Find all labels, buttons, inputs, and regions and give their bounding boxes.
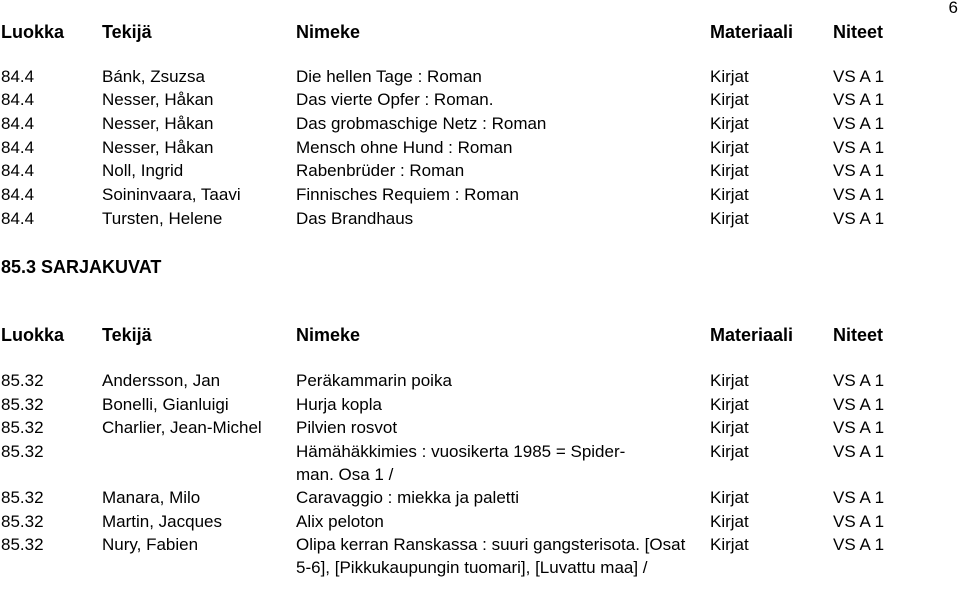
cell-luokka: 85.32 <box>1 395 44 414</box>
cell-tekija: Bánk, Zsuzsa <box>102 67 205 86</box>
column-header-tekija: Tekijä <box>102 22 152 42</box>
cell-nimeke: Die hellen Tage : Roman <box>296 67 482 86</box>
cell-materiaali: Kirjat <box>710 185 749 204</box>
cell-luokka: 84.4 <box>1 209 35 228</box>
cell-tekija: Bonelli, Gianluigi <box>102 395 229 414</box>
cell-niteet: VS A 1 <box>833 185 885 204</box>
cell-niteet: VS A 1 <box>833 488 885 507</box>
column-header-nimeke: Nimeke <box>296 22 361 42</box>
cell-nimeke: Alix peloton <box>296 512 384 531</box>
column-header-niteet: Niteet <box>833 325 884 345</box>
cell-nimeke: Peräkammarin poika <box>296 371 452 390</box>
cell-tekija: Andersson, Jan <box>102 371 221 390</box>
cell-tekija: Nesser, Håkan <box>102 90 214 109</box>
cell-materiaali: Kirjat <box>710 488 749 507</box>
cell-materiaali: Kirjat <box>710 161 749 180</box>
column-header-materiaali: Materiaali <box>710 22 794 42</box>
cell-niteet: VS A 1 <box>833 161 885 180</box>
column-header-tekija: Tekijä <box>102 325 152 345</box>
cell-nimeke: Das vierte Opfer : Roman. <box>296 90 494 109</box>
cell-nimeke: Hämähäkkimies : vuosikerta 1985 = Spider-man. Osa 1 / <box>296 442 626 484</box>
cell-tekija: Nury, Fabien <box>102 535 199 554</box>
cell-luokka: 85.32 <box>1 512 44 531</box>
cell-niteet: VS A 1 <box>833 442 885 461</box>
cell-luokka: 84.4 <box>1 161 35 180</box>
cell-luokka: 85.32 <box>1 442 44 461</box>
cell-materiaali: Kirjat <box>710 442 749 461</box>
cell-luokka: 85.32 <box>1 418 44 437</box>
cell-luokka: 85.32 <box>1 535 44 554</box>
cell-niteet: VS A 1 <box>833 209 885 228</box>
column-header-niteet: Niteet <box>833 22 884 42</box>
cell-luokka: 84.4 <box>1 90 35 109</box>
column-header-nimeke: Nimeke <box>296 325 361 345</box>
cell-tekija: Nesser, Håkan <box>102 138 214 157</box>
cell-luokka: 84.4 <box>1 138 35 157</box>
cell-materiaali: Kirjat <box>710 67 749 86</box>
cell-niteet: VS A 1 <box>833 67 885 86</box>
cell-nimeke: Olipa kerran Ranskassa : suuri gangsterisota. [Osat 5-6], [Pikkukaupungin tuomari], [Luvattu maa] / <box>296 535 686 577</box>
cell-tekija: Martin, Jacques <box>102 512 222 531</box>
cell-luokka: 84.4 <box>1 185 35 204</box>
cell-niteet: VS A 1 <box>833 512 885 531</box>
cell-nimeke: Das grobmaschige Netz : Roman <box>296 114 547 133</box>
cell-luokka: 85.32 <box>1 371 44 390</box>
section-title: 85.3 SARJAKUVAT <box>1 257 162 277</box>
cell-materiaali: Kirjat <box>710 371 749 390</box>
cell-tekija: Soininvaara, Taavi <box>102 185 241 204</box>
cell-tekija: Charlier, Jean-Michel <box>102 418 262 437</box>
cell-materiaali: Kirjat <box>710 512 749 531</box>
cell-tekija: Nesser, Håkan <box>102 114 214 133</box>
cell-materiaali: Kirjat <box>710 138 749 157</box>
cell-niteet: VS A 1 <box>833 114 885 133</box>
column-header-luokka: Luokka <box>1 325 65 345</box>
cell-luokka: 84.4 <box>1 67 35 86</box>
cell-materiaali: Kirjat <box>710 395 749 414</box>
cell-nimeke: Rabenbrüder : Roman <box>296 161 465 180</box>
cell-luokka: 84.4 <box>1 114 35 133</box>
column-header-luokka: Luokka <box>1 22 65 42</box>
cell-niteet: VS A 1 <box>833 395 885 414</box>
cell-niteet: VS A 1 <box>833 418 885 437</box>
cell-luokka: 85.32 <box>1 488 44 507</box>
cell-materiaali: Kirjat <box>710 535 749 554</box>
cell-tekija: Manara, Milo <box>102 488 201 507</box>
cell-nimeke: Pilvien rosvot <box>296 418 398 437</box>
cell-niteet: VS A 1 <box>833 371 885 390</box>
cell-nimeke: Mensch ohne Hund : Roman <box>296 138 513 157</box>
cell-tekija: Noll, Ingrid <box>102 161 184 180</box>
cell-niteet: VS A 1 <box>833 138 885 157</box>
cell-materiaali: Kirjat <box>710 418 749 437</box>
cell-nimeke: Das Brandhaus <box>296 209 414 228</box>
cell-nimeke: Hurja kopla <box>296 395 382 414</box>
cell-nimeke: Caravaggio : miekka ja paletti <box>296 488 520 507</box>
cell-nimeke: Finnisches Requiem : Roman <box>296 185 519 204</box>
cell-niteet: VS A 1 <box>833 535 885 554</box>
cell-materiaali: Kirjat <box>710 90 749 109</box>
cell-tekija: Tursten, Helene <box>102 209 223 228</box>
cell-materiaali: Kirjat <box>710 209 749 228</box>
page-number: 6 <box>948 0 958 17</box>
column-header-materiaali: Materiaali <box>710 325 794 345</box>
cell-niteet: VS A 1 <box>833 90 885 109</box>
cell-materiaali: Kirjat <box>710 114 749 133</box>
